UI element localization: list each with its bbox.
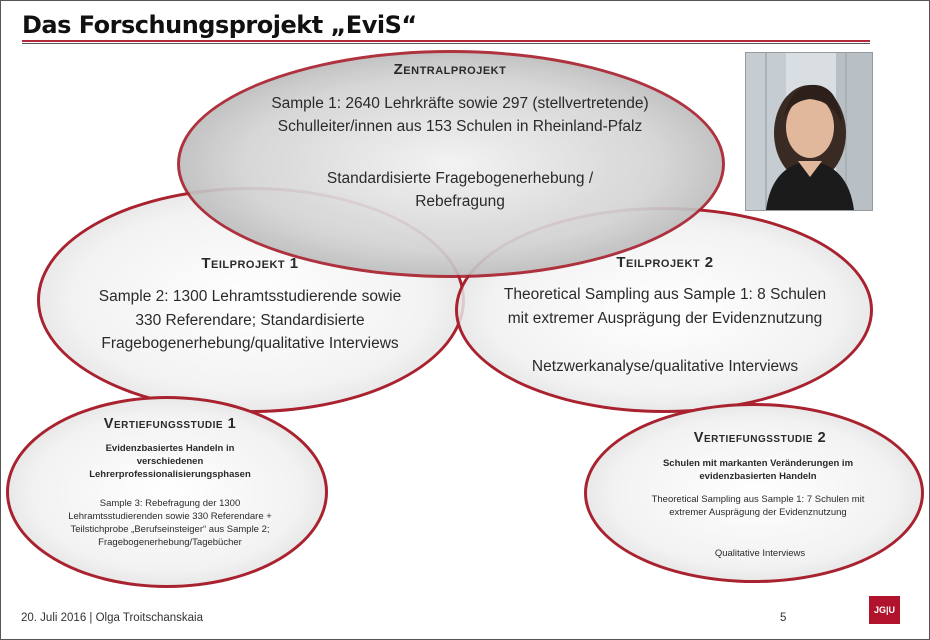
slide-title: Das Forschungsprojekt „EviS“ bbox=[22, 11, 417, 39]
teilprojekt-1-body: Sample 2: 1300 Lehramtsstudierende sowie 330 Referendare; Standardisierte Fragebogenerhebung/qualitative Interviews bbox=[98, 288, 402, 352]
vertiefungsstudie-1-topic: Evidenzbasiertes Handeln in verschiedenen Lehrerprofessionalisierungsphasen bbox=[89, 443, 251, 480]
title-rule bbox=[22, 40, 870, 42]
zentralprojekt-ellipse bbox=[177, 50, 725, 278]
vertiefungsstudie-2-heading: Vertiefungsstudie 2 bbox=[693, 430, 827, 446]
vertiefungsstudie-2-method: Qualitative Interviews bbox=[714, 548, 806, 559]
title-rule-secondary bbox=[22, 43, 870, 44]
portrait-illustration bbox=[746, 53, 872, 210]
footer-date-author: 20. Juli 2016 | Olga Troitschanskaia bbox=[21, 612, 203, 624]
zentralprojekt-sample: Sample 1: 2640 Lehrkräfte sowie 297 (stellvertretende) Schulleiter/innen aus 153 Schulen in Rheinland-Pfalz bbox=[271, 95, 649, 135]
vertiefungsstudie-2-sample: Theoretical Sampling aus Sample 1: 7 Schulen mit extremer Ausprägung der Evidenznutzung bbox=[651, 494, 865, 518]
teilprojekt-2-method: Netzwerkanalyse/qualitative Interviews bbox=[531, 358, 799, 375]
teilprojekt-1-heading: Teilprojekt 1 bbox=[201, 255, 299, 272]
zentralprojekt-method: Standardisierte Fragebogenerhebung / Rebefragung bbox=[326, 170, 594, 210]
zentralprojekt-heading: Zentralprojekt bbox=[393, 61, 507, 78]
teilprojekt-2-sample: Theoretical Sampling aus Sample 1: 8 Schulen mit extremer Ausprägung der Evidenznutzung bbox=[503, 286, 827, 327]
portrait-photo bbox=[745, 52, 873, 211]
university-logo: JG|U bbox=[869, 596, 900, 624]
vertiefungsstudie-2-topic: Schulen mit markanten Veränderungen im evidenzbasierten Handeln bbox=[662, 458, 854, 482]
vertiefungsstudie-1-body: Sample 3: Rebefragung der 1300 Lehramtsstudierenden sowie 330 Referendare + Teilstichprobe „Berufseinsteiger“ aus Sample 2; Fragebogenerhebung/Tagebücher bbox=[68, 498, 272, 548]
teilprojekt-2-heading: Teilprojekt 2 bbox=[616, 254, 714, 271]
page-number: 5 bbox=[780, 612, 787, 624]
vertiefungsstudie-1-heading: Vertiefungsstudie 1 bbox=[103, 416, 237, 432]
